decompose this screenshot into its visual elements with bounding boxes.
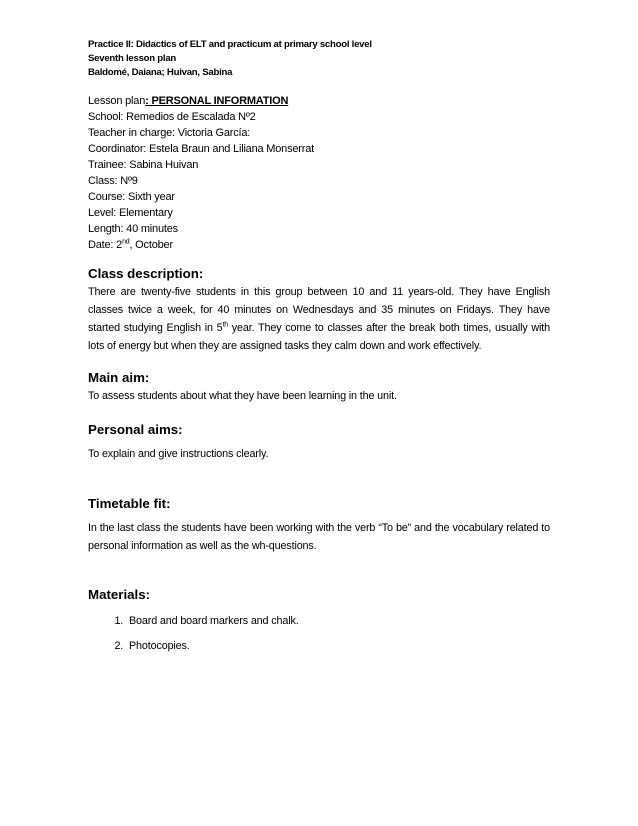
timetable-fit-heading: Timetable fit: <box>88 496 171 511</box>
class-description-text-part1: There are twenty-five students in this group between 10 and 11 years-old. They have English classes twice a week, for 40 minutes on Wednesdays and 35 minutes on Fridays. They have started studying English in 5 <box>88 286 550 334</box>
personal-aims-section <box>88 421 550 463</box>
lesson-info <box>88 93 550 253</box>
school-line: School: Remedios de Escalada Nº2 <box>88 111 256 123</box>
main-aim-heading: Main aim: <box>88 370 150 385</box>
class-description-text-part2: year. They come to classes after the break both times, usually with lots of energy but when they are assigned tasks they calm down and work effectively. <box>88 322 550 352</box>
coordinator-line: Coordinator: Estela Braun and Liliana Monserrat <box>88 143 315 155</box>
class-description-ordinal: th <box>222 321 229 329</box>
main-aim-text: To assess students about what they have been learning in the unit. <box>88 390 397 402</box>
date-ordinal: nd <box>122 238 130 246</box>
materials-heading: Materials: <box>88 587 151 602</box>
personal-aims-heading: Personal aims: <box>88 422 183 437</box>
document-header <box>88 38 550 80</box>
class-description-section <box>88 265 550 355</box>
timetable-fit-text: In the last class the students have been working with the verb “To be” and the vocabulary related to personal information as well as the wh-questions. <box>88 522 550 552</box>
class-description-text <box>88 283 550 355</box>
lesson-plan-prefix: Lesson plan <box>88 95 146 107</box>
date-suffix: , October <box>129 239 173 251</box>
materials-section <box>88 586 550 655</box>
document-page <box>88 38 550 662</box>
teacher-line: Teacher in charge: Victoria García: <box>88 127 251 139</box>
list-item: 1. Board and board markers and chalk. <box>126 612 550 630</box>
date-line <box>88 237 550 253</box>
course-title: Practice II: Didactics of ELT and practicum at primary school level <box>88 39 372 50</box>
class-line: Class: Nº9 <box>88 175 138 187</box>
course-line: Course: Sixth year <box>88 191 175 203</box>
lesson-plan-topic: : PERSONAL INFORMATION <box>145 95 289 107</box>
lesson-plan-title <box>88 93 550 109</box>
date-prefix: Date: 2 <box>88 239 123 251</box>
personal-aims-text: To explain and give instructions clearly. <box>88 448 269 460</box>
list-item: 2. Photocopies. <box>126 637 550 655</box>
main-aim-section <box>88 369 550 405</box>
authors: Baldomé, Daiana; Huivan, Sabina <box>88 67 233 78</box>
timetable-fit-section <box>88 495 550 555</box>
class-description-heading: Class description: <box>88 266 204 281</box>
lesson-plan-number: Seventh lesson plan <box>88 53 177 64</box>
level-line: Level: Elementary <box>88 207 173 219</box>
materials-list <box>88 612 550 655</box>
length-line: Length: 40 minutes <box>88 223 178 235</box>
trainee-line: Trainee: Sabina Huivan <box>88 159 199 171</box>
